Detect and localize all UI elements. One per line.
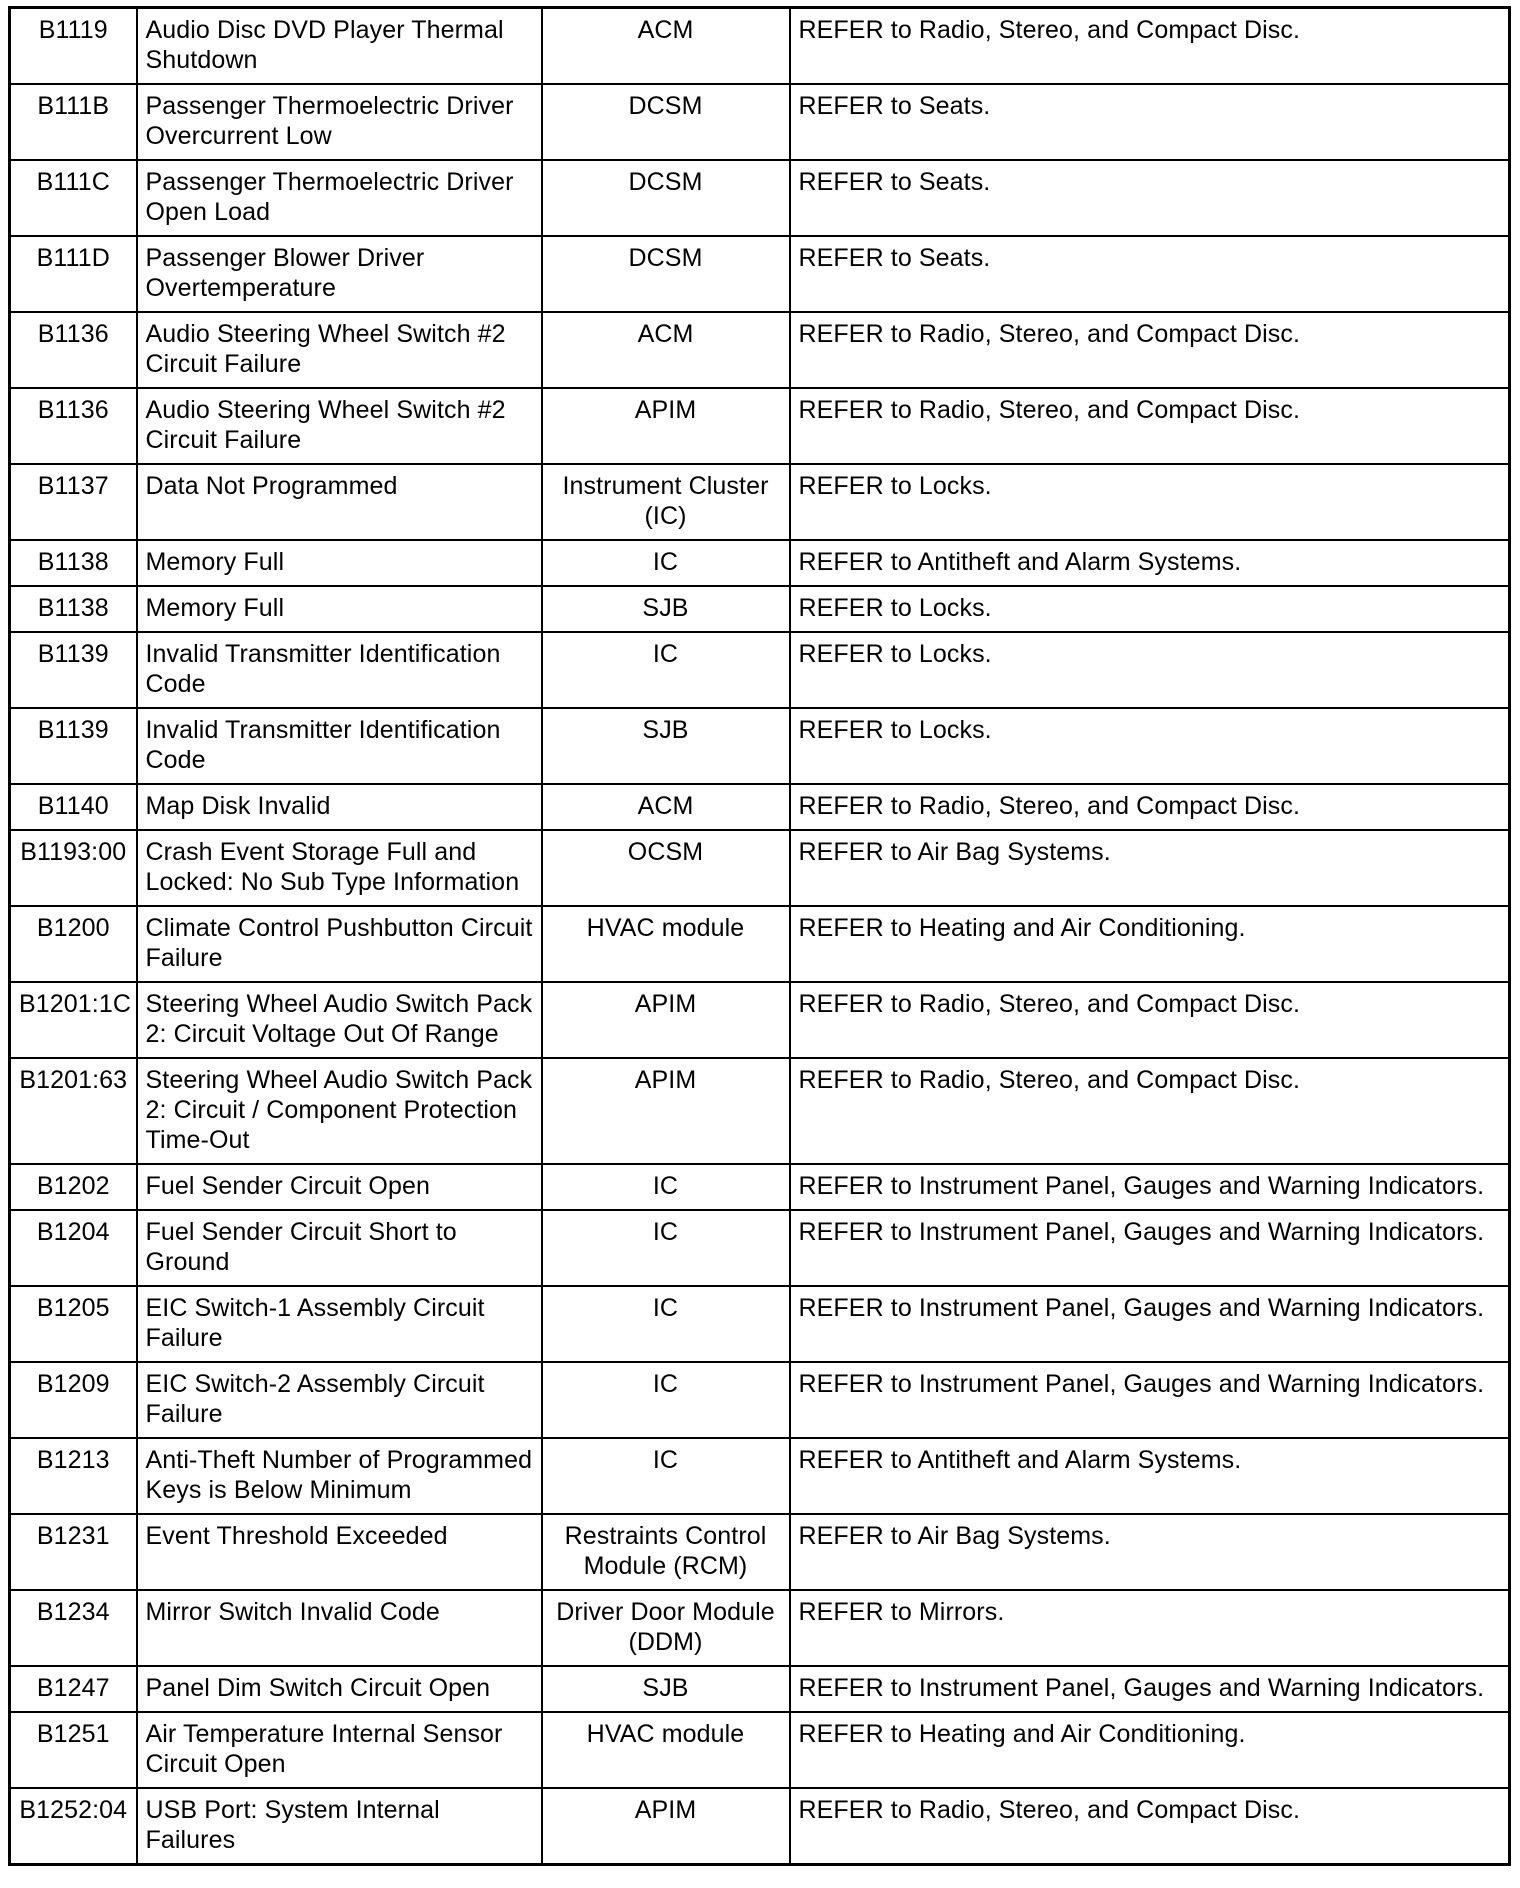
- module-cell: APIM: [542, 1058, 790, 1164]
- action-cell: REFER to Instrument Panel, Gauges and Warning Indicators.: [790, 1210, 1510, 1286]
- action-cell: REFER to Radio, Stereo, and Compact Disc.: [790, 8, 1510, 85]
- dtc-code-cell: B1247: [10, 1666, 137, 1712]
- table-row: [10, 388, 1510, 464]
- action-cell: REFER to Locks.: [790, 708, 1510, 784]
- dtc-code-cell: B1200: [10, 906, 137, 982]
- module-cell: DCSM: [542, 84, 790, 160]
- dtc-code-cell: B1136: [10, 388, 137, 464]
- action-cell: REFER to Mirrors.: [790, 1590, 1510, 1666]
- description-cell: Anti-Theft Number of Programmed Keys is Below Minimum: [137, 1438, 542, 1514]
- action-cell: REFER to Heating and Air Conditioning.: [790, 1712, 1510, 1788]
- table-row: [10, 1438, 1510, 1514]
- description-cell: Fuel Sender Circuit Short to Ground: [137, 1210, 542, 1286]
- table-row: [10, 784, 1510, 830]
- dtc-code-cell: B1138: [10, 586, 137, 632]
- dtc-code-cell: B1137: [10, 464, 137, 540]
- module-cell: DCSM: [542, 236, 790, 312]
- module-cell: IC: [542, 1438, 790, 1514]
- action-cell: REFER to Air Bag Systems.: [790, 830, 1510, 906]
- action-cell: REFER to Radio, Stereo, and Compact Disc.: [790, 1058, 1510, 1164]
- table-row: [10, 586, 1510, 632]
- dtc-code-cell: B1252:04: [10, 1788, 137, 1865]
- module-cell: APIM: [542, 388, 790, 464]
- module-cell: Driver Door Module (DDM): [542, 1590, 790, 1666]
- description-cell: Climate Control Pushbutton Circuit Failure: [137, 906, 542, 982]
- dtc-code-cell: B1201:63: [10, 1058, 137, 1164]
- module-cell: SJB: [542, 1666, 790, 1712]
- module-cell: IC: [542, 1164, 790, 1210]
- description-cell: Memory Full: [137, 540, 542, 586]
- action-cell: REFER to Radio, Stereo, and Compact Disc.: [790, 982, 1510, 1058]
- module-cell: APIM: [542, 1788, 790, 1865]
- module-cell: Restraints Control Module (RCM): [542, 1514, 790, 1590]
- dtc-code-cell: B1231: [10, 1514, 137, 1590]
- table-row: [10, 708, 1510, 784]
- module-cell: HVAC module: [542, 1712, 790, 1788]
- description-cell: Invalid Transmitter Identification Code: [137, 708, 542, 784]
- dtc-code-cell: B1201:1C: [10, 982, 137, 1058]
- action-cell: REFER to Locks.: [790, 586, 1510, 632]
- dtc-code-cell: B1119: [10, 8, 137, 85]
- description-cell: EIC Switch-2 Assembly Circuit Failure: [137, 1362, 542, 1438]
- dtc-code-cell: B1140: [10, 784, 137, 830]
- dtc-code-cell: B1139: [10, 708, 137, 784]
- table-row: [10, 1590, 1510, 1666]
- table-row: [10, 1362, 1510, 1438]
- table-row: [10, 1514, 1510, 1590]
- description-cell: USB Port: System Internal Failures: [137, 1788, 542, 1865]
- description-cell: Crash Event Storage Full and Locked: No Sub Type Information: [137, 830, 542, 906]
- table-row: [10, 160, 1510, 236]
- action-cell: REFER to Seats.: [790, 160, 1510, 236]
- table-row: [10, 84, 1510, 160]
- table-row: [10, 1712, 1510, 1788]
- dtc-code-cell: B1234: [10, 1590, 137, 1666]
- table-row: [10, 1666, 1510, 1712]
- module-cell: ACM: [542, 8, 790, 85]
- table-row: [10, 1788, 1510, 1865]
- action-cell: REFER to Instrument Panel, Gauges and Warning Indicators.: [790, 1164, 1510, 1210]
- action-cell: REFER to Antitheft and Alarm Systems.: [790, 540, 1510, 586]
- table-row: [10, 236, 1510, 312]
- table-row: [10, 540, 1510, 586]
- module-cell: Instrument Cluster (IC): [542, 464, 790, 540]
- table-row: [10, 1210, 1510, 1286]
- dtc-code-cell: B111C: [10, 160, 137, 236]
- action-cell: REFER to Antitheft and Alarm Systems.: [790, 1438, 1510, 1514]
- action-cell: REFER to Instrument Panel, Gauges and Warning Indicators.: [790, 1286, 1510, 1362]
- action-cell: REFER to Seats.: [790, 84, 1510, 160]
- dtc-code-cell: B1202: [10, 1164, 137, 1210]
- description-cell: Steering Wheel Audio Switch Pack 2: Circuit Voltage Out Of Range: [137, 982, 542, 1058]
- description-cell: Memory Full: [137, 586, 542, 632]
- table-row: [10, 312, 1510, 388]
- dtc-table: [8, 6, 1511, 1866]
- description-cell: Event Threshold Exceeded: [137, 1514, 542, 1590]
- action-cell: REFER to Locks.: [790, 632, 1510, 708]
- dtc-code-cell: B1213: [10, 1438, 137, 1514]
- table-row: [10, 906, 1510, 982]
- description-cell: Map Disk Invalid: [137, 784, 542, 830]
- action-cell: REFER to Radio, Stereo, and Compact Disc.: [790, 784, 1510, 830]
- dtc-code-cell: B1138: [10, 540, 137, 586]
- module-cell: APIM: [542, 982, 790, 1058]
- module-cell: IC: [542, 632, 790, 708]
- module-cell: DCSM: [542, 160, 790, 236]
- dtc-code-cell: B1209: [10, 1362, 137, 1438]
- description-cell: Air Temperature Internal Sensor Circuit Open: [137, 1712, 542, 1788]
- dtc-code-cell: B1136: [10, 312, 137, 388]
- description-cell: Steering Wheel Audio Switch Pack 2: Circuit / Component Protection Time-Out: [137, 1058, 542, 1164]
- table-row: [10, 8, 1510, 85]
- table-row: [10, 464, 1510, 540]
- table-row: [10, 632, 1510, 708]
- dtc-code-cell: B1193:00: [10, 830, 137, 906]
- module-cell: IC: [542, 1210, 790, 1286]
- module-cell: OCSM: [542, 830, 790, 906]
- description-cell: Audio Disc DVD Player Thermal Shutdown: [137, 8, 542, 85]
- description-cell: Fuel Sender Circuit Open: [137, 1164, 542, 1210]
- dtc-code-cell: B1204: [10, 1210, 137, 1286]
- description-cell: Panel Dim Switch Circuit Open: [137, 1666, 542, 1712]
- module-cell: IC: [542, 1286, 790, 1362]
- module-cell: IC: [542, 540, 790, 586]
- action-cell: REFER to Instrument Panel, Gauges and Warning Indicators.: [790, 1666, 1510, 1712]
- module-cell: ACM: [542, 312, 790, 388]
- action-cell: REFER to Locks.: [790, 464, 1510, 540]
- dtc-code-cell: B1139: [10, 632, 137, 708]
- dtc-code-cell: B111B: [10, 84, 137, 160]
- table-row: [10, 1286, 1510, 1362]
- action-cell: REFER to Air Bag Systems.: [790, 1514, 1510, 1590]
- description-cell: EIC Switch-1 Assembly Circuit Failure: [137, 1286, 542, 1362]
- description-cell: Passenger Blower Driver Overtemperature: [137, 236, 542, 312]
- description-cell: Passenger Thermoelectric Driver Open Load: [137, 160, 542, 236]
- action-cell: REFER to Seats.: [790, 236, 1510, 312]
- module-cell: ACM: [542, 784, 790, 830]
- dtc-code-cell: B111D: [10, 236, 137, 312]
- table-row: [10, 1058, 1510, 1164]
- action-cell: REFER to Radio, Stereo, and Compact Disc.: [790, 388, 1510, 464]
- dtc-code-cell: B1251: [10, 1712, 137, 1788]
- action-cell: REFER to Radio, Stereo, and Compact Disc.: [790, 312, 1510, 388]
- module-cell: SJB: [542, 586, 790, 632]
- dtc-table-body: [10, 8, 1510, 1865]
- action-cell: REFER to Radio, Stereo, and Compact Disc.: [790, 1788, 1510, 1865]
- description-cell: Audio Steering Wheel Switch #2 Circuit Failure: [137, 312, 542, 388]
- description-cell: Invalid Transmitter Identification Code: [137, 632, 542, 708]
- module-cell: IC: [542, 1362, 790, 1438]
- dtc-code-cell: B1205: [10, 1286, 137, 1362]
- action-cell: REFER to Heating and Air Conditioning.: [790, 906, 1510, 982]
- description-cell: Mirror Switch Invalid Code: [137, 1590, 542, 1666]
- table-row: [10, 830, 1510, 906]
- module-cell: SJB: [542, 708, 790, 784]
- description-cell: Data Not Programmed: [137, 464, 542, 540]
- table-row: [10, 982, 1510, 1058]
- description-cell: Passenger Thermoelectric Driver Overcurrent Low: [137, 84, 542, 160]
- action-cell: REFER to Instrument Panel, Gauges and Warning Indicators.: [790, 1362, 1510, 1438]
- description-cell: Audio Steering Wheel Switch #2 Circuit Failure: [137, 388, 542, 464]
- module-cell: HVAC module: [542, 906, 790, 982]
- table-row: [10, 1164, 1510, 1210]
